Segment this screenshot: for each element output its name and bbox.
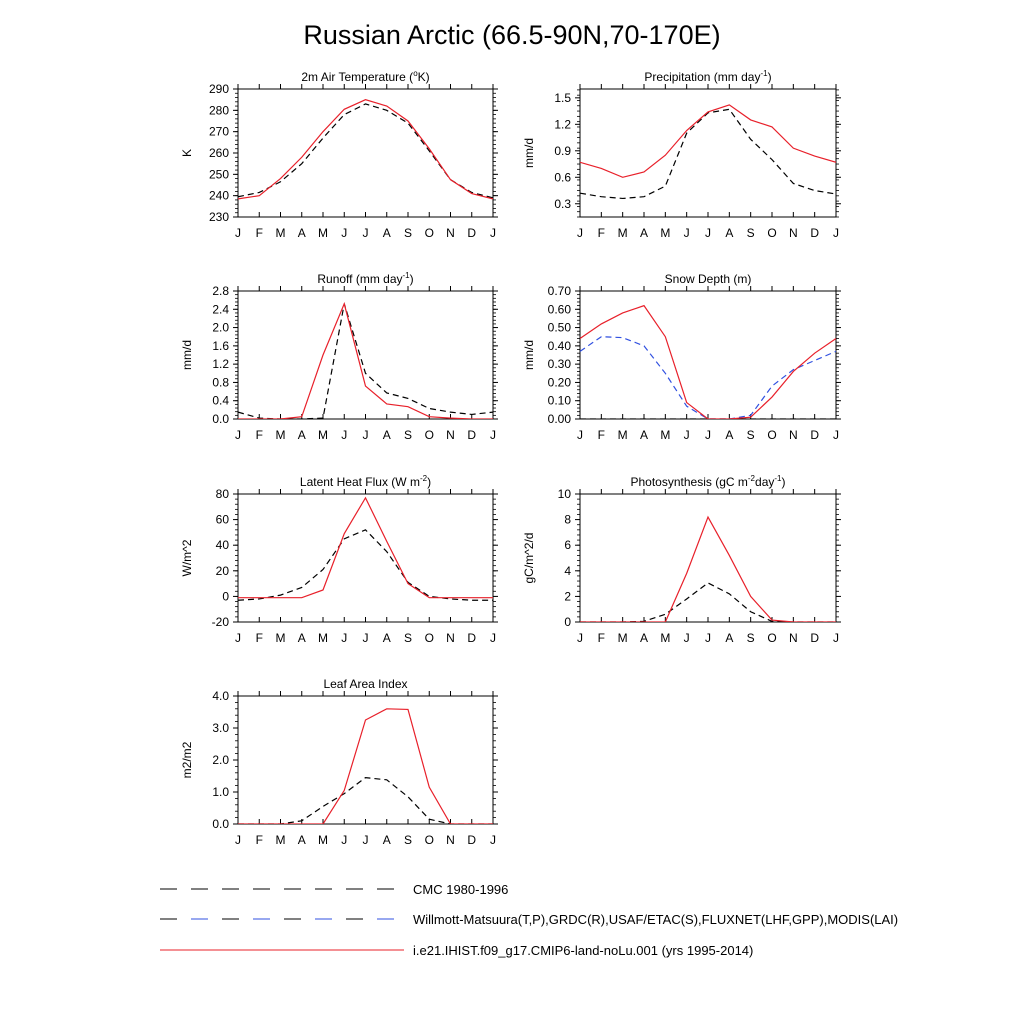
series-group bbox=[238, 304, 493, 419]
y-tick-label: 40 bbox=[215, 538, 229, 553]
x-tick-label: M bbox=[318, 833, 328, 847]
panel-title bbox=[631, 474, 786, 489]
y-tick-label: 0.70 bbox=[547, 284, 571, 298]
y-tick-label: 4.0 bbox=[212, 689, 229, 703]
x-tick-label: F bbox=[255, 428, 263, 442]
x-tick-label: N bbox=[446, 226, 455, 240]
plot-frame bbox=[238, 494, 493, 622]
x-tick-label: J bbox=[490, 833, 496, 847]
x-tick-label: J bbox=[683, 226, 690, 240]
legend-label: i.e21.IHIST.f09_g17.CMIP6-land-noLu.001 (yrs 1995-2014) bbox=[413, 943, 754, 958]
x-tick-label: J bbox=[705, 428, 711, 442]
x-tick-label: J bbox=[705, 226, 711, 240]
x-tick-label: J bbox=[490, 428, 496, 442]
x-tick-label: J bbox=[577, 428, 583, 442]
plot-frame bbox=[238, 696, 493, 824]
x-tick-label: J bbox=[490, 631, 496, 645]
panel-7 bbox=[180, 677, 498, 847]
panel-5 bbox=[180, 474, 498, 645]
x-tick-label: J bbox=[577, 226, 583, 240]
series-line-obs bbox=[238, 104, 493, 198]
x-tick-label: J bbox=[833, 428, 839, 442]
panel-title bbox=[323, 677, 407, 691]
legend-label: CMC 1980-1996 bbox=[413, 882, 509, 897]
series-group bbox=[580, 105, 836, 199]
panel-title-superscript: -1 bbox=[760, 69, 768, 78]
plot-frame bbox=[580, 291, 836, 419]
plot-frame bbox=[238, 291, 493, 419]
y-tick-label: 0.6 bbox=[554, 170, 571, 185]
x-tick-label: A bbox=[725, 428, 734, 442]
x-tick-label: S bbox=[403, 631, 413, 645]
x-tick-label: J bbox=[341, 226, 348, 240]
y-tick-label: 80 bbox=[215, 487, 229, 501]
x-tick-label: O bbox=[767, 226, 777, 240]
series-group bbox=[238, 100, 493, 199]
x-tick-label: F bbox=[255, 226, 263, 240]
series-line-model bbox=[580, 306, 836, 419]
panel-title-text: ) bbox=[767, 70, 772, 84]
series-line-obs bbox=[580, 109, 836, 198]
series-line-obs bbox=[238, 304, 493, 419]
y-tick-label: 0.50 bbox=[547, 320, 571, 335]
x-tick-label: J bbox=[683, 428, 690, 442]
x-tick-label: N bbox=[788, 631, 798, 645]
x-tick-label: D bbox=[810, 428, 820, 442]
x-tick-label: J bbox=[705, 631, 711, 645]
y-tick-label: 2 bbox=[564, 589, 571, 604]
panel-title bbox=[317, 271, 413, 286]
x-tick-label: A bbox=[382, 226, 391, 240]
series-group bbox=[580, 306, 836, 419]
x-tick-label: M bbox=[275, 631, 286, 645]
x-tick-label: J bbox=[362, 833, 369, 847]
y-tick-label: 20 bbox=[215, 563, 229, 578]
panel-1 bbox=[180, 69, 498, 240]
y-tick-label: 240 bbox=[208, 188, 229, 203]
series-line-model bbox=[238, 709, 493, 824]
legend-label: Willmott-Matsuura(T,P),GRDC(R),USAF/ETAC(S),FLUXNET(LHF,GPP),MODIS(LAI) bbox=[413, 912, 899, 927]
y-tick-label: 0.3 bbox=[554, 196, 571, 211]
panel-title-superscript: -1 bbox=[774, 474, 782, 483]
y-tick-label: 290 bbox=[208, 82, 229, 96]
series-group bbox=[238, 709, 493, 824]
x-tick-label: A bbox=[297, 631, 306, 645]
y-tick-label: 6 bbox=[564, 538, 571, 553]
x-tick-label: D bbox=[810, 631, 820, 645]
x-tick-label: F bbox=[597, 428, 606, 442]
y-tick-label: 0.20 bbox=[547, 375, 571, 390]
x-tick-label: M bbox=[275, 226, 286, 240]
legend-item-1 bbox=[160, 882, 508, 897]
y-tick-label: 0.9 bbox=[554, 143, 571, 158]
series-line-obs_snow bbox=[580, 337, 836, 419]
y-tick-label: 8 bbox=[564, 512, 571, 527]
y-tick-label: 0.10 bbox=[547, 393, 571, 408]
x-tick-label: J bbox=[235, 833, 241, 847]
x-tick-label: N bbox=[446, 833, 455, 847]
y-axis-label: mm/d bbox=[522, 138, 536, 168]
x-tick-label: M bbox=[660, 631, 671, 645]
plot-frame bbox=[580, 494, 836, 622]
y-tick-label: 1.6 bbox=[212, 338, 229, 353]
x-tick-label: M bbox=[275, 428, 286, 442]
x-tick-label: A bbox=[639, 226, 649, 240]
y-tick-label: 2.8 bbox=[212, 284, 229, 298]
x-tick-label: J bbox=[341, 428, 348, 442]
x-tick-label: D bbox=[467, 428, 477, 442]
plot-frame bbox=[580, 89, 836, 217]
x-tick-label: A bbox=[725, 226, 734, 240]
y-tick-label: 0.4 bbox=[212, 393, 229, 408]
panel-title-text: 2m Air Temperature ( bbox=[301, 70, 414, 84]
x-tick-label: D bbox=[467, 631, 477, 645]
plot-frame bbox=[238, 89, 493, 217]
x-tick-label: S bbox=[746, 631, 755, 645]
x-tick-label: A bbox=[382, 631, 391, 645]
x-tick-label: O bbox=[424, 631, 434, 645]
panel-title-text: Photosynthesis (gC m bbox=[630, 475, 748, 489]
x-tick-label: S bbox=[403, 428, 413, 442]
series-line-model bbox=[238, 304, 493, 419]
series-line-model bbox=[580, 517, 836, 622]
x-tick-label: A bbox=[297, 833, 306, 847]
x-tick-label: J bbox=[341, 631, 348, 645]
legend bbox=[160, 882, 898, 958]
x-tick-label: F bbox=[255, 631, 263, 645]
panel-title-text: Leaf Area Index bbox=[323, 677, 408, 691]
x-tick-label: A bbox=[297, 428, 306, 442]
x-tick-label: O bbox=[424, 428, 434, 442]
panel-title bbox=[644, 69, 771, 84]
x-tick-label: J bbox=[833, 631, 839, 645]
x-tick-label: M bbox=[660, 428, 671, 442]
y-axis-label: gC/m^2/d bbox=[522, 532, 536, 584]
x-tick-label: J bbox=[683, 631, 690, 645]
x-tick-label: M bbox=[617, 428, 628, 442]
x-tick-label: O bbox=[767, 631, 777, 645]
x-tick-label: F bbox=[255, 833, 263, 847]
x-tick-label: A bbox=[297, 226, 306, 240]
panel-title bbox=[300, 474, 431, 489]
y-tick-label: 10 bbox=[557, 487, 571, 501]
x-tick-label: F bbox=[597, 226, 606, 240]
panel-3 bbox=[180, 271, 498, 442]
panel-title-text: day bbox=[755, 475, 775, 489]
x-tick-label: O bbox=[424, 226, 434, 240]
panel-title-text: Snow Depth (m) bbox=[664, 272, 752, 286]
x-tick-label: A bbox=[725, 631, 734, 645]
y-tick-label: 0.30 bbox=[547, 357, 571, 372]
panel-title-text: ) bbox=[409, 272, 414, 286]
y-tick-label: 60 bbox=[215, 512, 229, 527]
x-tick-label: J bbox=[341, 833, 348, 847]
series-group bbox=[580, 517, 836, 622]
panel-title-superscript: -2 bbox=[747, 474, 756, 483]
x-tick-label: J bbox=[235, 226, 241, 240]
y-axis-label: K bbox=[180, 148, 194, 158]
y-tick-label: 0.60 bbox=[547, 302, 571, 317]
x-tick-label: M bbox=[275, 833, 286, 847]
x-tick-label: D bbox=[467, 833, 477, 847]
y-tick-label: 250 bbox=[208, 167, 229, 182]
x-tick-label: A bbox=[639, 428, 649, 442]
series-group bbox=[238, 498, 493, 600]
panels bbox=[180, 69, 841, 847]
y-tick-label: 2.0 bbox=[212, 753, 229, 767]
y-tick-label: 1.5 bbox=[554, 90, 571, 105]
y-axis-label: m2/m2 bbox=[180, 741, 194, 779]
x-tick-label: J bbox=[362, 226, 369, 240]
x-tick-label: A bbox=[382, 428, 391, 442]
panel-title-text: Precipitation (mm day bbox=[644, 70, 761, 84]
panel-title-text: Runoff (mm day bbox=[317, 272, 403, 286]
y-tick-label: 2.0 bbox=[212, 320, 229, 335]
x-tick-label: J bbox=[362, 428, 369, 442]
y-tick-label: 1.0 bbox=[212, 785, 229, 799]
x-tick-label: M bbox=[617, 631, 628, 645]
x-tick-label: N bbox=[788, 428, 798, 442]
x-tick-label: M bbox=[318, 428, 328, 442]
series-line-model bbox=[580, 105, 836, 177]
x-tick-label: J bbox=[235, 631, 241, 645]
x-tick-label: N bbox=[446, 631, 455, 645]
y-axis-label: mm/d bbox=[180, 340, 194, 370]
y-tick-label: -20 bbox=[211, 615, 229, 629]
x-tick-label: J bbox=[490, 226, 496, 240]
panel-title-superscript: o bbox=[413, 69, 418, 78]
panel-title-superscript: -1 bbox=[402, 271, 410, 280]
x-tick-label: O bbox=[767, 428, 777, 442]
panel-title-superscript: -2 bbox=[419, 474, 428, 483]
main-title: Russian Arctic (66.5-90N,70-170E) bbox=[303, 20, 721, 50]
x-tick-label: J bbox=[235, 428, 241, 442]
panel-title-text: ) bbox=[427, 475, 432, 489]
x-tick-label: J bbox=[362, 631, 369, 645]
y-tick-label: 3.0 bbox=[212, 721, 229, 735]
x-tick-label: M bbox=[660, 226, 671, 240]
y-tick-label: 0.0 bbox=[212, 412, 229, 426]
x-tick-label: S bbox=[746, 428, 755, 442]
y-tick-label: 230 bbox=[208, 210, 229, 224]
y-tick-label: 0.00 bbox=[547, 412, 571, 426]
x-tick-label: D bbox=[810, 226, 820, 240]
y-tick-label: 0.0 bbox=[212, 817, 229, 831]
panel-title bbox=[665, 272, 752, 286]
y-tick-label: 0.40 bbox=[547, 338, 571, 353]
series-line-obs bbox=[238, 530, 493, 600]
y-axis-label: mm/d bbox=[522, 340, 536, 370]
legend-item-3 bbox=[160, 943, 753, 958]
x-tick-label: A bbox=[639, 631, 649, 645]
x-tick-label: J bbox=[577, 631, 583, 645]
x-tick-label: A bbox=[382, 833, 391, 847]
series-line-obs bbox=[580, 583, 836, 622]
x-tick-label: N bbox=[446, 428, 455, 442]
x-tick-label: D bbox=[467, 226, 477, 240]
y-tick-label: 0 bbox=[564, 615, 571, 629]
y-tick-label: 270 bbox=[208, 124, 229, 139]
y-tick-label: 0 bbox=[222, 589, 229, 604]
y-axis-label: W/m^2 bbox=[180, 539, 194, 577]
x-tick-label: J bbox=[833, 226, 839, 240]
panel-2 bbox=[522, 69, 841, 240]
x-tick-label: M bbox=[318, 226, 328, 240]
y-tick-label: 4 bbox=[564, 563, 571, 578]
y-tick-label: 2.4 bbox=[212, 302, 229, 317]
panel-4 bbox=[522, 272, 841, 442]
panel-6 bbox=[522, 474, 841, 645]
series-line-model bbox=[238, 498, 493, 598]
panel-title-text: K) bbox=[417, 70, 430, 84]
y-tick-label: 260 bbox=[208, 146, 229, 160]
panel-title bbox=[301, 69, 429, 84]
x-tick-label: S bbox=[746, 226, 755, 240]
x-tick-label: N bbox=[788, 226, 798, 240]
x-tick-label: M bbox=[617, 226, 628, 240]
x-tick-label: O bbox=[424, 833, 434, 847]
panel-title-text: ) bbox=[781, 475, 786, 489]
panel-title-text: Latent Heat Flux (W m bbox=[299, 475, 420, 489]
series-line-obs bbox=[238, 778, 493, 824]
x-tick-label: S bbox=[403, 833, 413, 847]
legend-item-2 bbox=[160, 912, 898, 927]
y-tick-label: 1.2 bbox=[554, 117, 571, 132]
x-tick-label: S bbox=[403, 226, 413, 240]
y-tick-label: 1.2 bbox=[212, 357, 229, 372]
x-tick-label: F bbox=[597, 631, 606, 645]
y-tick-label: 280 bbox=[208, 103, 229, 118]
y-tick-label: 0.8 bbox=[212, 375, 229, 390]
x-tick-label: M bbox=[318, 631, 328, 645]
